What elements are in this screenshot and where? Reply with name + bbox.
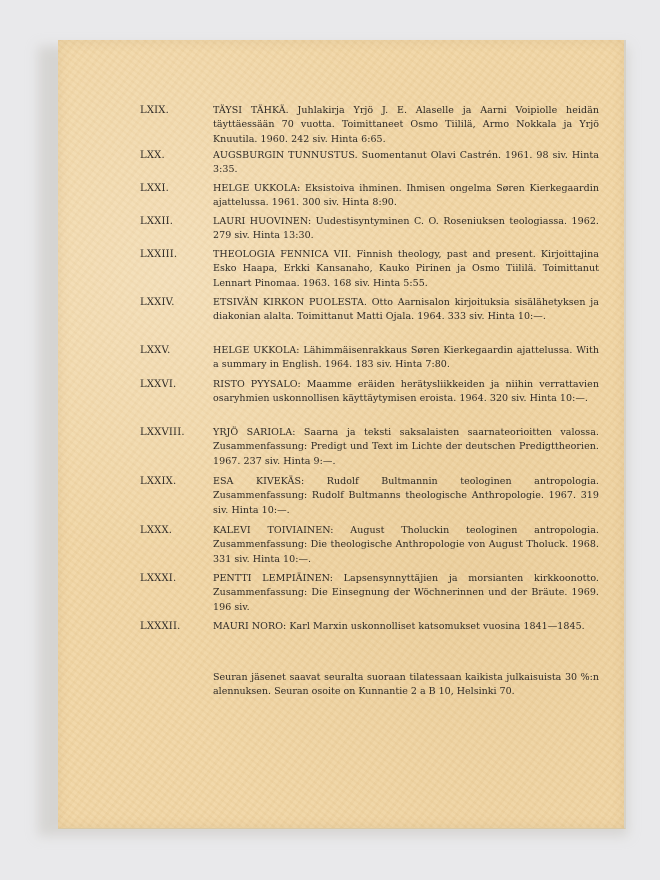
entry-text: AUGSBURGIN TUNNUSTUS. Suomentanut Olavi Castrén. 1961. 98 siv. Hinta 3:35. [213,150,599,176]
series-number: LXXII. [140,216,174,227]
entry-text: KALEVI TOIVIAINEN: August Tholuckin teologinen antropologia. Zusammenfassung: Die theologische Anthropologie von August Tholuck. 1968. 331 siv. Hinta 10:—. [213,525,599,565]
entry-text: PENTTI LEMPIÄINEN: Lapsensynnyttäjien ja morsianten kirkkoonotto. Zusammenfassung: Die Einsegnung der Wöchnerinnen und der Bräute. 1969. 196 siv. [213,573,599,613]
series-number: LXIX. [140,105,170,116]
series-number: LXXIX. [140,476,177,487]
entry-text: THEOLOGIA FENNICA VII. Finnish theology, past and present. Kirjoittajina Esko Haapa, Erkki Kansanaho, Kauko Pirinen ja Osmo Tiililä. Toimittanut Lennart Pinomaa. 1963. 168 siv. Hinta 5:55. [213,249,599,289]
entry-text: ESA KIVEKÄS: Rudolf Bultmannin teologinen antropologia. Zusammenfassung: Rudolf Bultmanns theologische Anthropologie. 1967. 319 siv. Hinta 10:—. [213,476,599,516]
entry-text: HELGE UKKOLA: Lähimmäisenrakkaus Søren Kierkegaardin ajattelussa. With a summary in English. 1964. 183 siv. Hinta 7:80. [213,345,599,371]
series-number: LXXX. [140,525,173,536]
entry-text: TÄYSI TÄHKÄ. Juhlakirja Yrjö J. E. Alaselle ja Aarni Voipiolle heidän täyttäessään 70 vuotta. Toimittaneet Osmo Tiililä, Armo Nokkala ja Yrjö Knuutila. 1960. 242 siv. Hinta 6:65. [213,105,599,145]
entry-text: MAURI NORO: Karl Marxin uskonnolliset katsomukset vuosina 1841—1845. [213,621,585,632]
series-number: LXXV. [140,345,171,356]
series-number: LXXXII. [140,621,181,632]
series-number: LXXIII. [140,249,178,260]
series-number: LXXI. [140,183,170,194]
series-number: LXXIV. [140,297,175,308]
book-back-cover [58,40,626,829]
entry-text: YRJÖ SARIOLA: Saarna ja teksti saksalaisten saarnateorioitten valossa. Zusammenfassung: Predigt und Text im Lichte der deutschen Predigttheorien. 1967. 237 siv. Hinta 9:—. [213,427,599,467]
series-number: LXXVI. [140,379,177,390]
entry-text: LAURI HUOVINEN: Uudestisyntyminen C. O. Roseniuksen teologiassa. 1962. 279 siv. Hinta 13:30. [213,216,599,242]
membership-discount-note: Seuran jäsenet saavat seuralta suoraan tilatessaan kaikista julkaisuista 30 %:n alennuksen. Seuran osoite on Kunnantie 2 a B 10, Helsinki 70. [213,672,599,698]
series-number: LXXXI. [140,573,177,584]
series-number: LXX. [140,150,165,161]
entry-text: HELGE UKKOLA: Eksistoiva ihminen. Ihmisen ongelma Søren Kierkegaardin ajattelussa. 1961. 300 siv. Hinta 8:90. [213,183,599,209]
entry-text: ETSIVÄN KIRKON PUOLESTA. Otto Aarnisalon kirjoituksia sisälähetyksen ja diakonian alalta. Toimittanut Matti Ojala. 1964. 333 siv. Hinta 10:—. [213,297,599,323]
series-number: LXXVIII. [140,427,185,438]
publication-list [58,40,624,828]
entry-text: RISTO PYYSALO: Maamme eräiden herätysliikkeiden ja niihin verrattavien osaryhmien uskonnollisen käyttäytymisen eroista. 1964. 320 siv. Hinta 10:—. [213,379,599,405]
